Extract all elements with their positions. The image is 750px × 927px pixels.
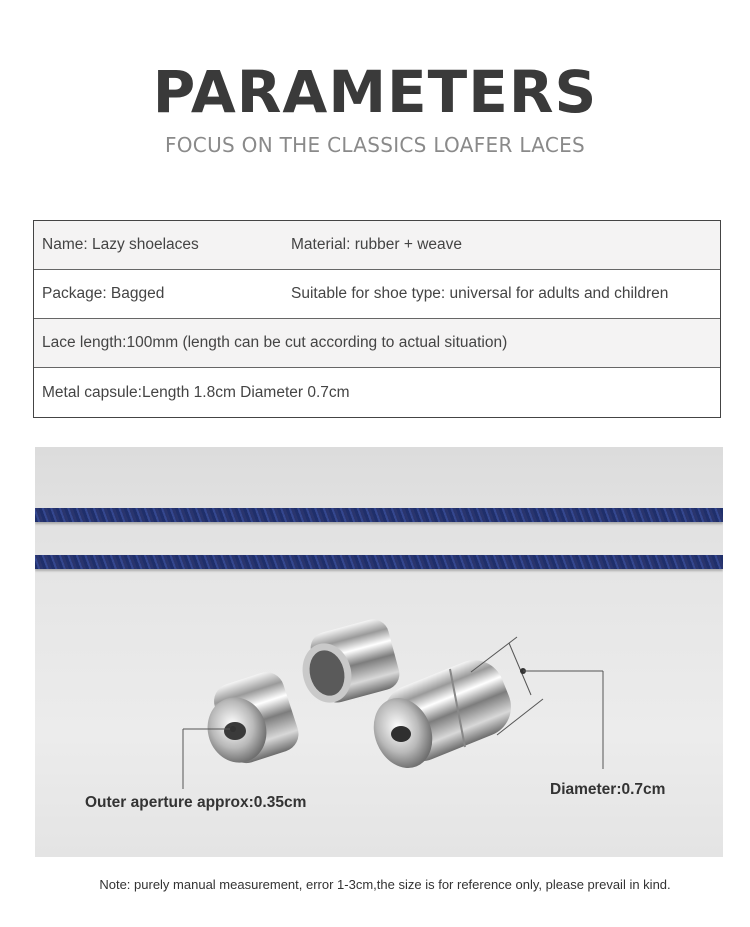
param-row: [34, 368, 720, 417]
capsule-open-top: [296, 616, 403, 708]
outer-aperture-label: Outer aperture approx:0.35cm: [85, 794, 307, 811]
param-metal-capsule: Metal capsule:Length 1.8cm Diameter 0.7cm: [42, 383, 350, 401]
parameters-table: [33, 220, 721, 418]
measurement-note: Note: purely manual measurement, error 1-3cm,the size is for reference only, please prevail in kind.: [99, 877, 671, 892]
param-name: Name: Lazy shoelaces: [42, 236, 199, 253]
param-material: Material: rubber + weave: [291, 236, 463, 253]
param-lace-length: Lace length:100mm (length can be cut according to actual situation): [42, 334, 508, 351]
param-package: Package: Bagged: [42, 285, 165, 302]
param-row: [34, 319, 720, 368]
diameter-label: Diameter:0.7cm: [550, 781, 666, 798]
capsule-small-left: [199, 668, 303, 771]
page-title: PARAMETERS: [152, 58, 598, 126]
param-row: [34, 270, 720, 319]
param-shoe-type: Suitable for shoe type: universal for adults and children: [291, 285, 669, 302]
page-subtitle: FOCUS ON THE CLASSICS LOAFER LACES: [164, 133, 586, 157]
param-row: [34, 221, 720, 270]
